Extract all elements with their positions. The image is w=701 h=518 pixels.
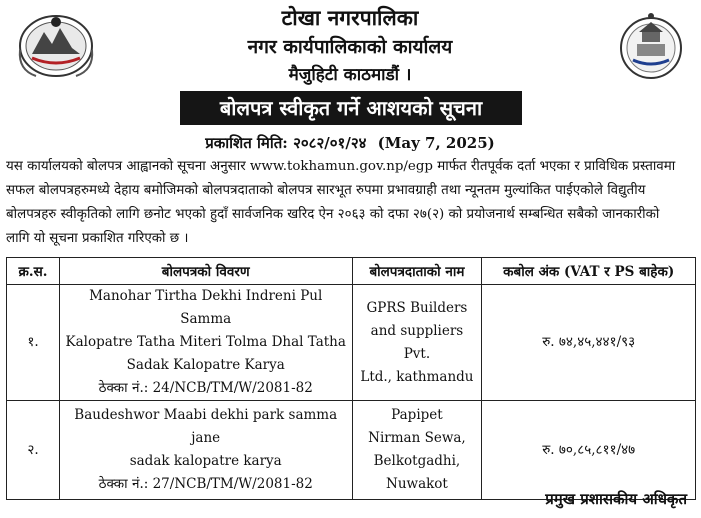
description-line: Manohar Tirtha Dekhi Indreni Pul Samma [89,288,323,327]
row-amount: रु. ७४,४५,४४१/९३ [482,285,696,401]
bidder-line: Nirman Sewa, [368,430,466,446]
row-description [59,285,352,401]
bidder-line: Papipet [391,407,443,423]
nepal-emblem-icon [14,10,98,80]
description-line: sadak kalopatre karya [129,453,282,469]
bidder-line: Nuwakot [386,476,448,492]
office-address: मैजुहिटी काठमाडौं । [288,65,412,85]
row-amount: रु. ७०,८५,८११/४७ [482,401,696,500]
notice-title: बोलपत्र स्वीकृत गर्ने आशयको सूचना [180,91,522,125]
row-sn: २. [7,401,60,500]
bidder-line: GPRS Builders [366,299,468,316]
bid-table [6,257,696,500]
table-header-row [7,258,696,285]
published-date-bs: २०८२/०१/२४ [293,134,367,152]
office-name: नगर कार्यपालिकाको कार्यालय [247,36,453,58]
bidder-line: and suppliers Pvt. [370,322,464,362]
bidder-line: Belkotgadhi, [373,453,461,469]
col-header-description: बोलपत्रको विवरण [59,258,352,285]
description-line: Kalopatre Tatha Miteri Tolma Dhal Tatha [65,334,346,350]
intro-paragraph [6,155,696,251]
contract-number: ठेक्का नं.: 24/NCB/TM/W/2081-82 [98,380,313,396]
table-row [7,401,696,500]
col-header-sn: क्र.स. [7,258,60,285]
row-bidder [352,401,482,500]
intro-line: यस कार्यालयको बोलपत्र आह्वानको सूचना अनुसार www.tokhamun.gov.np/egp मार्फत रीतपूर्वक दर्ता भएका र प्राविधिक प्रस्तावमा [6,159,676,174]
intro-line: बोलपत्रहरु स्वीकृतिको लागि छनोट भएको हुदाँ सार्वजनिक खरिद ऐन २०६३ को दफा २७(२) को प्रयोजनार्थ सम्बन्धित सबैको जानकारीको [6,207,660,222]
tokha-municipality-logo-icon [615,10,687,82]
intro-line: लागि यो सूचना प्रकाशित गरिएको छ । [6,231,189,246]
col-header-bidder: बोलपत्रदाताको नाम [352,258,482,285]
published-date [110,133,590,153]
row-sn: १. [7,285,60,401]
published-date-ad: (May 7, 2025) [377,134,495,152]
col-header-amount: कबोल अंक (VAT र PS बाहेक) [482,258,696,285]
published-label: प्रकाशित मिति: [205,134,288,152]
contract-number: ठेक्का नं.: 27/NCB/TM/W/2081-82 [98,476,313,492]
row-description [59,401,352,500]
intro-line: सफल बोलपत्रहरुमध्ये देहाय बमोजिमको बोलपत्रदाताको बोलपत्र सारभूत रुपमा प्रभावग्राही तथा न्यूनतम मुल्यांकित पाईएकोले विद्युतीय [6,183,646,198]
description-line: Baudeshwor Maabi dekhi park samma jane [74,407,338,446]
description-line: Sadak Kalopatre Karya [126,357,285,373]
municipality-name: टोखा नगरपालिका [281,5,419,30]
row-bidder [352,285,482,401]
table-row [7,285,696,401]
bidder-line: Ltd., kathmandu [360,368,474,385]
signature-title: प्रमुख प्रशासकीय अधिकृत [545,490,687,508]
